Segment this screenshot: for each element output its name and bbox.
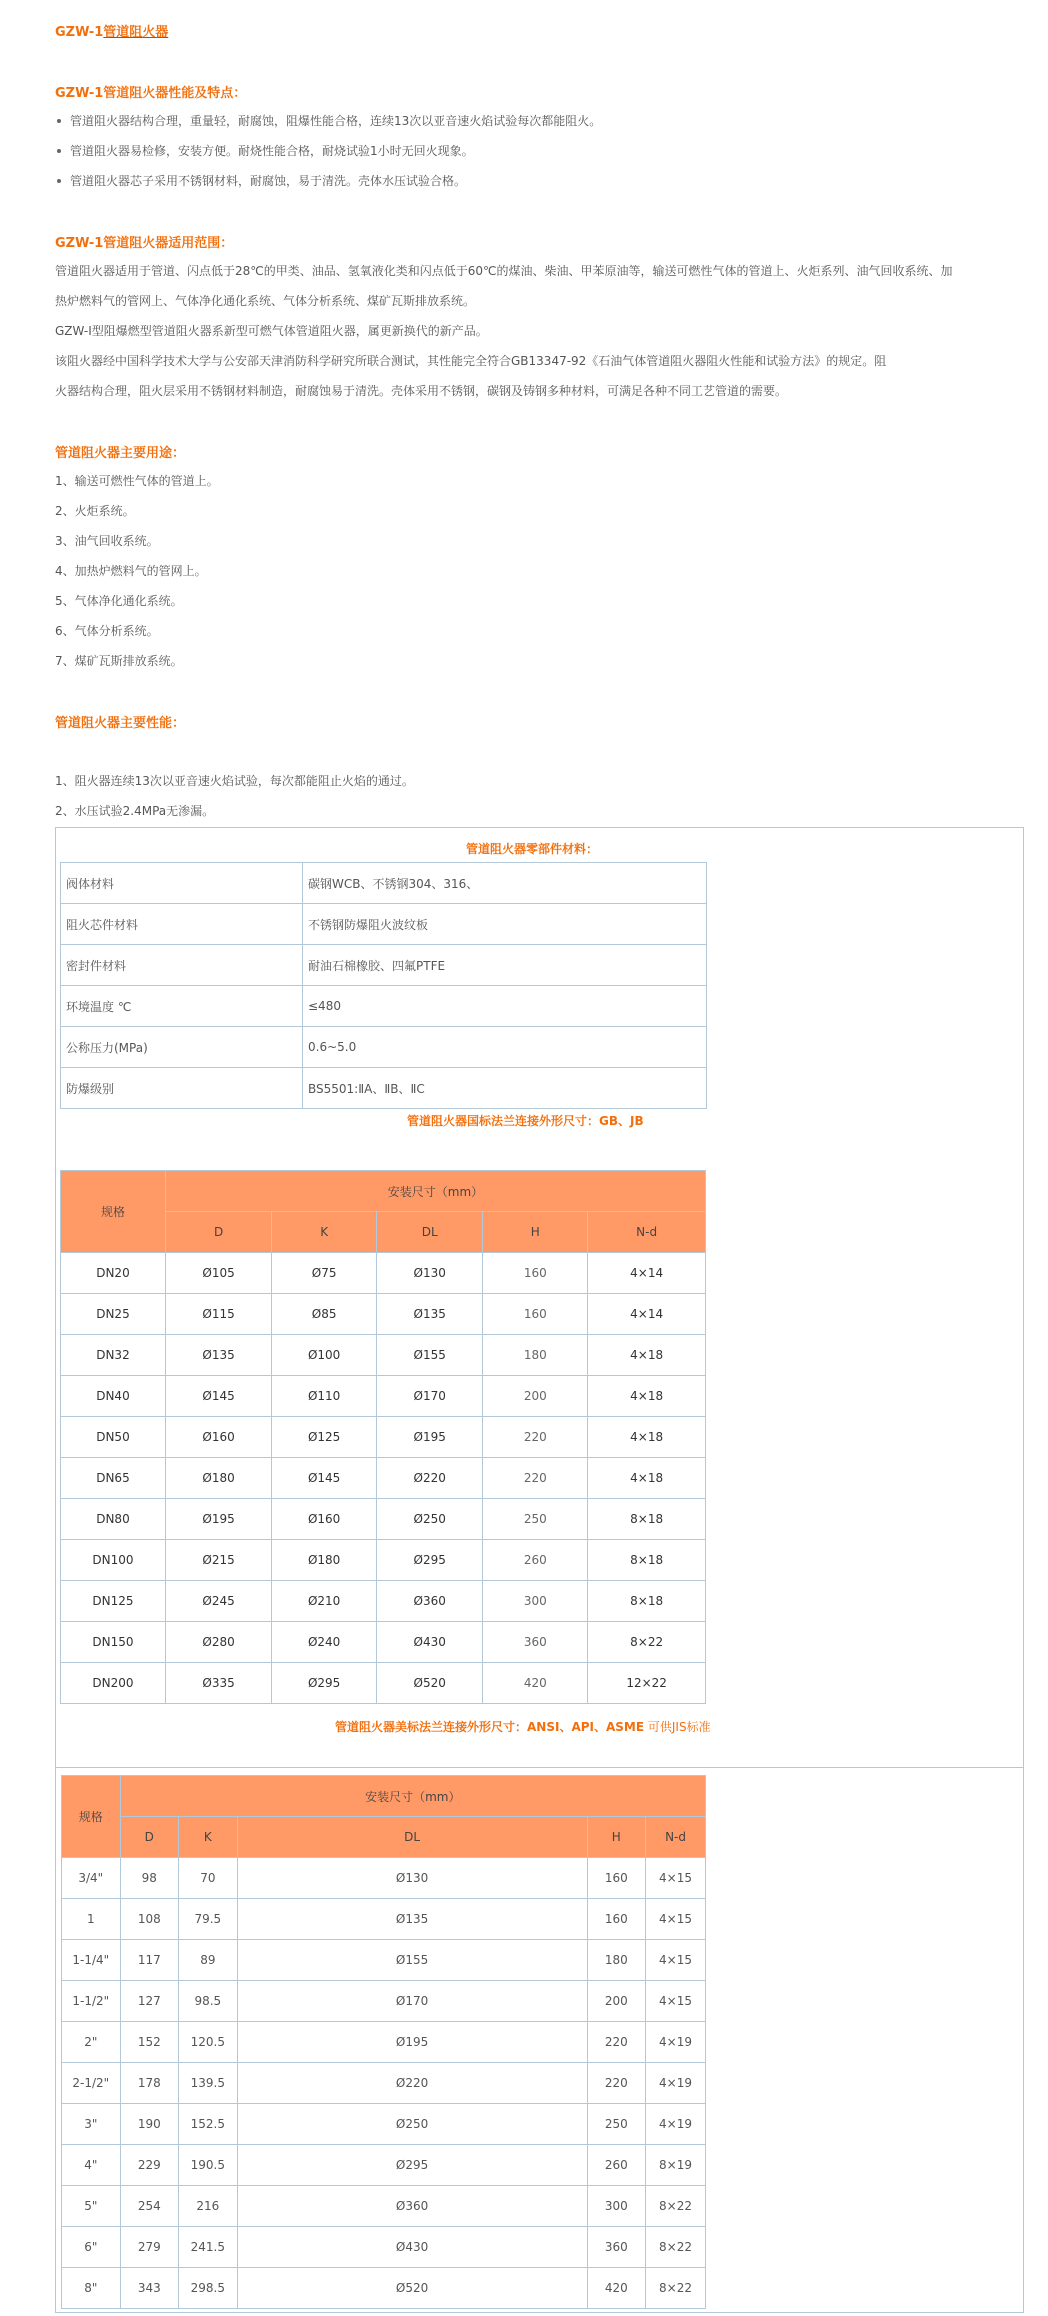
dimension-cell: Ø130 [377,1253,483,1294]
spec-cell: 3/4" [62,1858,121,1899]
dimension-cell: 160 [483,1294,588,1335]
table-row [61,1417,706,1458]
table-row [61,1499,706,1540]
material-label: 环境温度 ℃ [61,986,303,1027]
dimension-cell: 200 [483,1376,588,1417]
dimension-cell: 220 [483,1417,588,1458]
spec-cell: DN65 [61,1458,166,1499]
bullet-icon [57,149,61,153]
table-row [62,2145,706,2186]
performance-item: 1、阻火器连续13次以亚音速火焰试验，每次都能阻止火焰的通过。 [55,774,414,788]
dimension-cell: 178 [120,2063,179,2104]
dimension-cell: Ø100 [272,1335,377,1376]
dimension-cell: Ø360 [237,2186,587,2227]
dimension-cell: Ø195 [237,2022,587,2063]
dimension-cell: 8×22 [646,2268,706,2309]
use-item: 1、输送可燃性气体的管道上。 [55,474,219,488]
performance-item: 2、水压试验2.4MPa无渗漏。 [55,804,215,818]
dimension-cell: Ø105 [165,1253,271,1294]
dimension-cell: 190.5 [179,2145,238,2186]
dimension-cell: 250 [483,1499,588,1540]
dimension-cell: Ø295 [377,1540,483,1581]
product-link[interactable]: 管道阻火器 [103,25,169,40]
dimension-cell: 190 [120,2104,179,2145]
feature-text: 管道阻火器易检修，安装方便。耐烧性能合格，耐烧试验1小时无回火现象。 [70,144,474,158]
dimension-cell: 8×19 [646,2145,706,2186]
spec-cell: 2" [62,2022,121,2063]
dimension-cell: 89 [179,1940,238,1981]
dimension-cell: 343 [120,2268,179,2309]
group-header: 安装尺寸（mm） [165,1171,705,1212]
dimension-cell: Ø295 [272,1663,377,1704]
dimension-cell: 8×18 [588,1499,706,1540]
dimension-cell: 79.5 [179,1899,238,1940]
material-value: 不锈钢防爆阻火波纹板 [303,904,707,945]
dimension-cell: Ø160 [165,1417,271,1458]
feature-text: 管道阻火器结构合理，重量轻，耐腐蚀，阻爆性能合格，连续13次以亚音速火焰试验每次都能阻火。 [70,114,602,128]
dimension-cell: Ø170 [237,1981,587,2022]
scope-line: 该阻火器经中国科学技术大学与公安部天津消防科学研究所联合测试，其性能完全符合GB13347-92《石油气体管道阻火器阻火性能和试验方法》的规定。阻 [55,354,887,368]
dimension-cell: 4×15 [646,1940,706,1981]
use-item: 5、气体净化通化系统。 [55,594,183,608]
dimension-cell: 8×18 [588,1540,706,1581]
dimension-cell: Ø155 [377,1335,483,1376]
table-row [62,2227,706,2268]
dimension-cell: 117 [120,1940,179,1981]
dimension-cell: Ø135 [377,1294,483,1335]
col-header: DL [237,1817,587,1858]
dimension-cell: 108 [120,1899,179,1940]
dimension-cell: Ø240 [272,1622,377,1663]
dimension-cell: 4×18 [588,1417,706,1458]
table-row [62,2268,706,2309]
dimension-cell: 4×14 [588,1253,706,1294]
dimension-cell: 160 [587,1858,646,1899]
dimension-cell: 8×18 [588,1581,706,1622]
dimension-cell: Ø170 [377,1376,483,1417]
dimension-cell: 4×19 [646,2104,706,2145]
bullet-icon [57,119,61,123]
material-label: 阀体材料 [61,863,303,904]
table-row [62,2022,706,2063]
uses-heading: 管道阻火器主要用途： [55,446,186,461]
feature-bullet [55,142,474,159]
material-label: 密封件材料 [61,945,303,986]
spec-cell: 2-1/2" [62,2063,121,2104]
spec-cell: DN200 [61,1663,166,1704]
spec-cell: 5" [62,2186,121,2227]
dimension-cell: Ø180 [165,1458,271,1499]
table-row [61,904,707,945]
dimension-cell: 180 [483,1335,588,1376]
dimension-cell: 4×15 [646,1981,706,2022]
dimension-cell: Ø220 [377,1458,483,1499]
dimension-cell: 4×19 [646,2022,706,2063]
spec-cell: DN50 [61,1417,166,1458]
table-row [61,945,707,986]
table-row [62,2063,706,2104]
table-row [61,1581,706,1622]
dimension-cell: 279 [120,2227,179,2268]
section-divider [55,1767,1024,1768]
material-label: 阻火芯件材料 [61,904,303,945]
dimension-cell: 127 [120,1981,179,2022]
material-label: 公称压力(MPa) [61,1027,303,1068]
col-header: K [272,1212,377,1253]
materials-table [60,862,707,1109]
dimension-cell: 70 [179,1858,238,1899]
spec-header: 规格 [62,1776,121,1858]
spec-cell: DN20 [61,1253,166,1294]
dimension-cell: 220 [587,2063,646,2104]
table-row [62,2186,706,2227]
use-item: 7、煤矿瓦斯排放系统。 [55,654,183,668]
dimension-cell: 8×22 [646,2227,706,2268]
spec-cell: 1 [62,1899,121,1940]
material-value: 碳钢WCB、不锈钢304、316、 [303,863,707,904]
use-item: 6、气体分析系统。 [55,624,159,638]
title-prefix: GZW-1 [55,25,104,40]
dimension-cell: Ø430 [377,1622,483,1663]
dimension-cell: 254 [120,2186,179,2227]
spec-cell: 8" [62,2268,121,2309]
table-row [61,1540,706,1581]
dimension-cell: 4×14 [588,1294,706,1335]
dimension-cell: 98.5 [179,1981,238,2022]
dimension-cell: 8×22 [646,2186,706,2227]
col-header: H [483,1212,588,1253]
dimension-cell: Ø110 [272,1376,377,1417]
table-row [61,1458,706,1499]
spec-header: 规格 [61,1171,166,1253]
dimension-cell: Ø245 [165,1581,271,1622]
spec-cell: DN100 [61,1540,166,1581]
dimension-cell: 139.5 [179,2063,238,2104]
spec-cell: DN150 [61,1622,166,1663]
page-title [55,21,168,40]
dimension-cell: 12×22 [588,1663,706,1704]
dimension-cell: Ø250 [377,1499,483,1540]
spec-cell: DN125 [61,1581,166,1622]
feature-bullet [55,112,601,129]
dimension-cell: 420 [483,1663,588,1704]
spec-cell: DN80 [61,1499,166,1540]
dimension-cell: Ø195 [377,1417,483,1458]
col-header: D [120,1817,179,1858]
dimension-cell: Ø145 [272,1458,377,1499]
material-value: BS5501:ⅡA、ⅡB、ⅡC [303,1068,707,1109]
table-row [61,1663,706,1704]
dimension-cell: 420 [587,2268,646,2309]
spec-cell: 6" [62,2227,121,2268]
dimension-cell: 4×18 [588,1335,706,1376]
scope-line: 热炉燃料气的管网上、气体净化通化系统、气体分析系统、煤矿瓦斯排放系统。 [55,294,476,308]
dimension-cell: 298.5 [179,2268,238,2309]
feature-text: 管道阻火器芯子采用不锈钢材料，耐腐蚀，易于清洗。壳体水压试验合格。 [70,174,467,188]
dimension-cell: Ø145 [165,1376,271,1417]
use-item: 2、火炬系统。 [55,504,135,518]
scope-heading: GZW-1管道阻火器适用范围： [55,236,234,251]
dimension-cell: 260 [587,2145,646,2186]
dimension-cell: Ø360 [377,1581,483,1622]
dimension-cell: Ø195 [165,1499,271,1540]
dimension-cell: Ø295 [237,2145,587,2186]
table-row [62,2104,706,2145]
table-row [62,1981,706,2022]
use-item: 3、油气回收系统。 [55,534,159,548]
col-header: N-d [646,1817,706,1858]
table-row [61,1027,707,1068]
dimension-cell: 216 [179,2186,238,2227]
dimension-cell: 220 [483,1458,588,1499]
table-row [62,1858,706,1899]
dimension-cell: 229 [120,2145,179,2186]
table-row [62,1940,706,1981]
group-header: 安装尺寸（mm） [120,1776,705,1817]
dimension-cell: 200 [587,1981,646,2022]
gb-dimensions-table [60,1170,706,1704]
dimension-cell: Ø430 [237,2227,587,2268]
col-header: H [587,1817,646,1858]
dimension-cell: Ø335 [165,1663,271,1704]
material-value: 耐油石棉橡胶、四氟PTFE [303,945,707,986]
dimension-cell: Ø135 [165,1335,271,1376]
dimension-cell: Ø135 [237,1899,587,1940]
dimension-cell: 360 [587,2227,646,2268]
dimension-cell: Ø220 [237,2063,587,2104]
ansi-caption [335,1718,711,1735]
table-row [61,986,707,1027]
table-row [62,1899,706,1940]
table-row [61,1622,706,1663]
dimension-cell: 260 [483,1540,588,1581]
spec-cell: DN25 [61,1294,166,1335]
features-heading: GZW-1管道阻火器性能及特点： [55,86,247,101]
dimension-cell: 4×18 [588,1376,706,1417]
dimension-cell: 120.5 [179,2022,238,2063]
dimension-cell: 152 [120,2022,179,2063]
spec-cell: 3" [62,2104,121,2145]
dimension-cell: 160 [483,1253,588,1294]
material-value: ≤480 [303,986,707,1027]
scope-line: 火器结构合理，阻火层采用不锈钢材料制造，耐腐蚀易于清洗。壳体采用不锈钢，碳钢及铸钢多种材料，可满足各种不同工艺管道的需要。 [55,384,788,398]
gb-caption: 管道阻火器国标法兰连接外形尺寸：GB、JB [407,1114,644,1128]
table-row [61,863,707,904]
table-row [61,1335,706,1376]
dimension-cell: 360 [483,1622,588,1663]
col-header: D [165,1212,271,1253]
dimension-cell: 300 [587,2186,646,2227]
dimension-cell: Ø215 [165,1540,271,1581]
col-header: K [179,1817,238,1858]
dimension-cell: 4×15 [646,1899,706,1940]
dimension-cell: Ø210 [272,1581,377,1622]
dimension-cell: Ø85 [272,1294,377,1335]
dimension-cell: 250 [587,2104,646,2145]
scope-line: 管道阻火器适用于管道、闪点低于28℃的甲类、油品、氢氧液化类和闪点低于60℃的煤油、柴油、甲苯原油等，输送可燃性气体的管道上、火炬系列、油气回收系统、加 [55,264,953,278]
dimension-cell: Ø520 [237,2268,587,2309]
dimension-cell: 4×18 [588,1458,706,1499]
dimension-cell: Ø520 [377,1663,483,1704]
materials-caption: 管道阻火器零部件材料： [466,842,599,856]
dimension-cell: Ø155 [237,1940,587,1981]
dimension-cell: 98 [120,1858,179,1899]
ansi-dimensions-table [61,1775,706,2309]
ansi-caption-normal: 可供JIS标准 [644,1720,711,1734]
dimension-cell: Ø250 [237,2104,587,2145]
table-row [61,1253,706,1294]
spec-cell: 4" [62,2145,121,2186]
table-row [61,1294,706,1335]
dimension-cell: 300 [483,1581,588,1622]
dimension-cell: 160 [587,1899,646,1940]
dimension-cell: 4×15 [646,1858,706,1899]
scope-line: GZW-Ⅰ型阻爆燃型管道阻火器系新型可燃气体管道阻火器，属更新换代的新产品。 [55,324,488,338]
ansi-caption-bold: 管道阻火器美标法兰连接外形尺寸：ANSI、API、ASME [335,1720,645,1734]
dimension-cell: Ø130 [237,1858,587,1899]
dimension-cell: Ø115 [165,1294,271,1335]
feature-bullet [55,172,466,189]
dimension-cell: 220 [587,2022,646,2063]
spec-cell: DN32 [61,1335,166,1376]
dimension-cell: Ø75 [272,1253,377,1294]
dimension-cell: 241.5 [179,2227,238,2268]
col-header: N-d [588,1212,706,1253]
spec-cell: 1-1/4" [62,1940,121,1981]
table-row [61,1376,706,1417]
dimension-cell: 8×22 [588,1622,706,1663]
dimension-cell: Ø180 [272,1540,377,1581]
spec-cell: DN40 [61,1376,166,1417]
material-label: 防爆级别 [61,1068,303,1109]
bullet-icon [57,179,61,183]
use-item: 4、加热炉燃料气的管网上。 [55,564,207,578]
dimension-cell: Ø280 [165,1622,271,1663]
dimension-cell: Ø160 [272,1499,377,1540]
col-header: DL [377,1212,483,1253]
performance-heading: 管道阻火器主要性能： [55,716,186,731]
spec-cell: 1-1/2" [62,1981,121,2022]
dimension-cell: 180 [587,1940,646,1981]
dimension-cell: Ø125 [272,1417,377,1458]
material-value: 0.6~5.0 [303,1027,707,1068]
table-row [61,1068,707,1109]
dimension-cell: 152.5 [179,2104,238,2145]
dimension-cell: 4×19 [646,2063,706,2104]
